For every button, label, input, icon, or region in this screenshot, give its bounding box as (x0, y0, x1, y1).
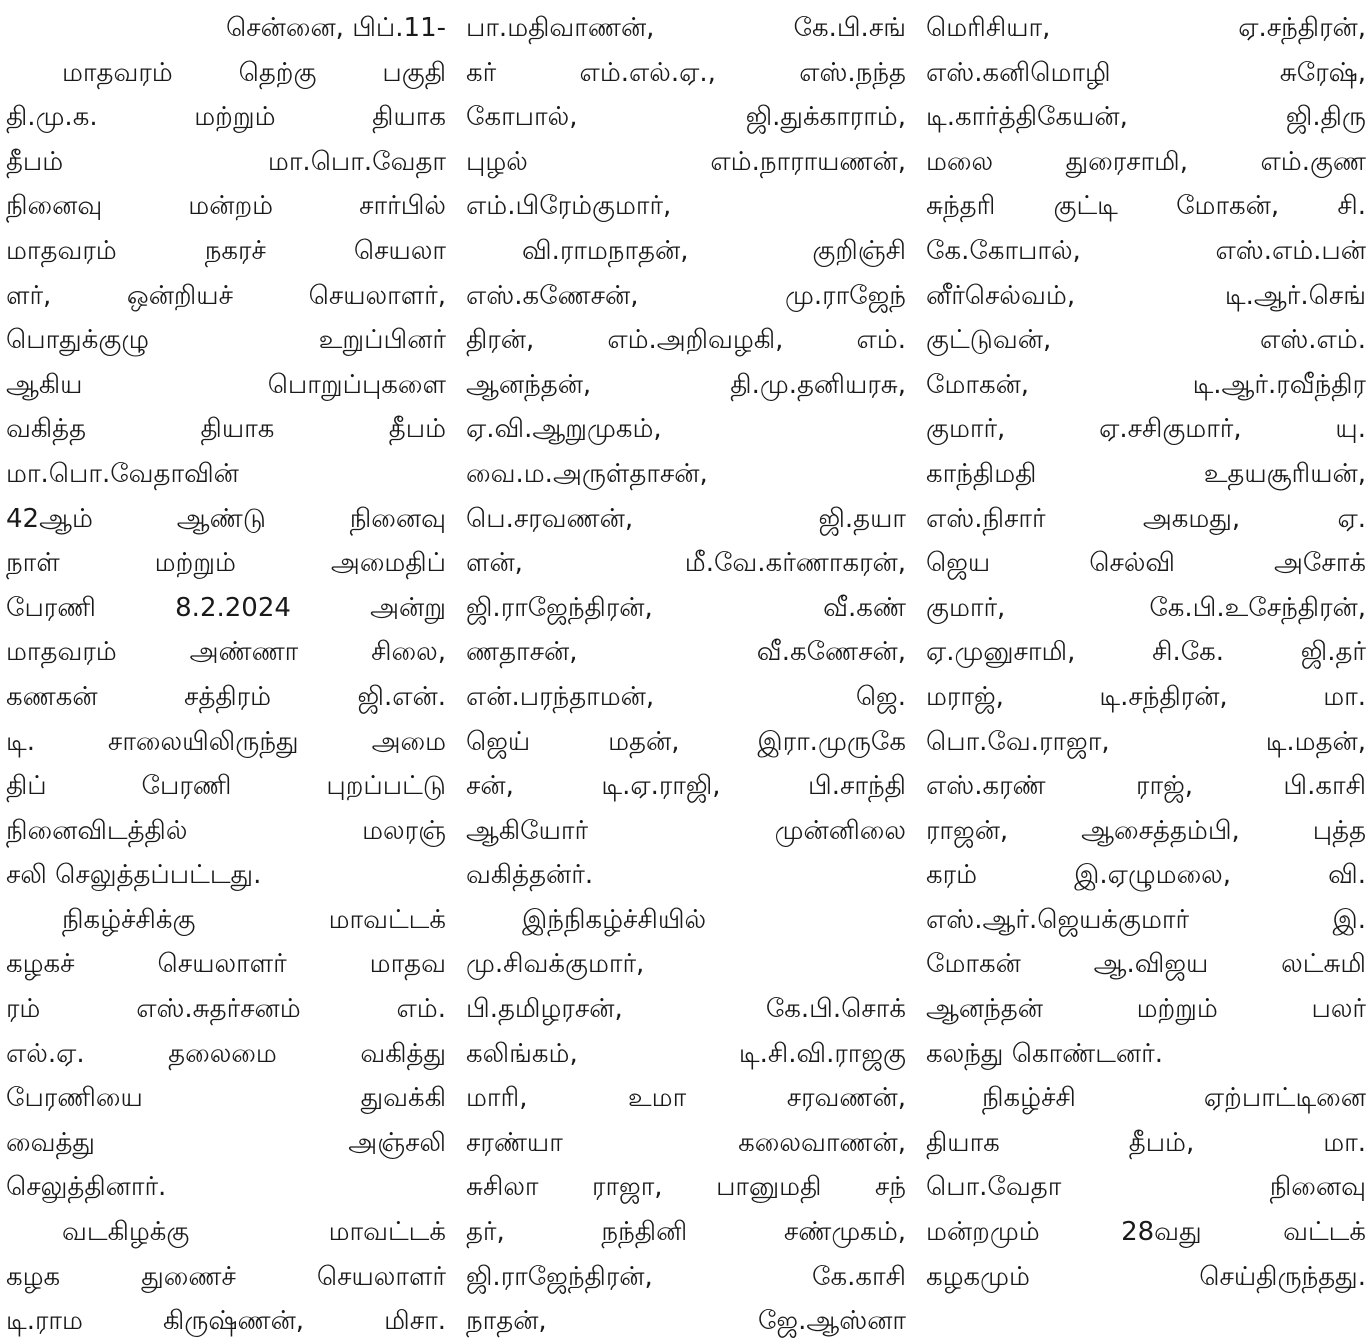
article-text-line: நினைவிடத்தில் மலரஞ் (6, 815, 446, 846)
article-text-line: மெரிசியா, ஏ.சந்திரன், (926, 13, 1366, 43)
article-text-line: புழல் எம்.நாராயணன், (466, 146, 906, 177)
article-text-line: எஸ்.ஆர்.ஜெயக்குமார் இ. (926, 904, 1366, 935)
article-text-line: சரண்யா கலைவாணன், (466, 1127, 906, 1158)
article-text-line: பி.தமிழரசன், கே.பி.சொக் (466, 994, 906, 1025)
article-text-line: நிகழ்ச்சிக்கு மாவட்டக் (62, 904, 446, 935)
article-text-line: மாதவரம் அண்ணா சிலை, (6, 637, 446, 668)
article-text-line: வகித்த தியாக தீபம் (6, 414, 446, 445)
article-text-line: மலை துரைசாமி, எம்.குண (926, 146, 1366, 177)
article-text-line: மா.பொ.வேதாவின் (6, 458, 239, 489)
article-text-line: பொ.வேதா நினைவு (926, 1172, 1366, 1203)
article-text-line: காந்திமதி உதயசூரியன், (926, 458, 1366, 489)
article-text-line: ளன், மீ.வே.கர்ணாகரன், (466, 548, 906, 579)
article-text-line: டி.கார்த்திகேயன், ஜி.திரு (926, 102, 1366, 133)
article-text-line: ஆகியோர் முன்னிலை (466, 815, 906, 846)
article-text-line: ஏ.வி.ஆறுமுகம், (466, 414, 662, 445)
article-text-line: கலிங்கம், டி.சி.வி.ராஜகு (466, 1038, 906, 1069)
article-text-line: திப் பேரணி புறப்பட்டு (6, 771, 446, 802)
article-text-line: ஜி.ராஜேந்திரன், வீ.கண் (466, 592, 906, 623)
article-text-line: செலுத்தினார். (6, 1172, 167, 1203)
article-text-line: வகித்தன்ர். (466, 860, 594, 891)
article-text-line: ஜெய் மதன், இரா.முருகே (466, 726, 906, 757)
article-column-3 (926, 6, 1370, 1330)
article-text-line: வை.ம.அருள்தாசன், (466, 458, 708, 489)
article-text-line: ஏ.முனுசாமி, சி.கே. ஜி.தர் (926, 637, 1366, 668)
article-text-line: நினைவு மன்றம் சார்பில் (6, 191, 446, 222)
article-text-line: குமார், ஏ.சசிகுமார், யு. (926, 414, 1366, 445)
article-text-line: கழக துணைச் செயலாளர் (6, 1261, 446, 1292)
article-text-line: மாதவரம் தெற்கு பகுதி (62, 57, 446, 88)
article-text-line: கோபால், ஜி.துக்காராம், (466, 102, 906, 133)
article-text-line: எல்.ஏ. தலைமை வகித்து (6, 1038, 446, 1069)
article-text-line: ணதாசன், வீ.கணேசன், (466, 637, 906, 668)
article-text-line: டி.ராம கிருஷ்ணன், மிசா. (6, 1306, 446, 1337)
article-text-line: கே.கோபால், எஸ்.எம்.பன் (926, 235, 1366, 266)
article-text-line: இந்நிகழ்ச்சியில் (522, 904, 707, 935)
article-text-line: ஆனந்தன் மற்றும் பலர் (926, 994, 1366, 1025)
article-text-line: தியாக தீபம், மா. (926, 1127, 1366, 1158)
article-text-line: வி.ராமநாதன், குறிஞ்சி (522, 235, 906, 266)
article-text-line: ரம் எஸ்.சுதர்சனம் எம். (6, 994, 446, 1025)
article-text-line: மோகன் ஆ.விஜய லட்சுமி (926, 949, 1366, 980)
article-text-line: பேரணியை துவக்கி (6, 1083, 446, 1114)
article-text-line: ஆனந்தன், தி.மு.தனியரசு, (466, 369, 906, 400)
article-text-line: என்.பரந்தாமன், ஜெ. (466, 681, 906, 712)
article-text-line: கழகச் செயலாளர் மாதவ (6, 949, 446, 980)
article-text-line: பொ.வே.ராஜா, டி.மதன், (926, 726, 1366, 757)
article-text-line: திரன், எம்.அறிவழகி, எம். (466, 325, 906, 356)
article-text-line: ளர், ஒன்றியச் செயலாளர், (6, 280, 446, 311)
article-text-line: சலி செலுத்தப்பட்டது. (6, 860, 262, 891)
article-text-line: டி. சாலையிலிருந்து அமை (6, 726, 446, 757)
article-text-line: மாதவரம் நகரச் செயலா (6, 235, 446, 266)
article-text-line: எஸ்.கணேசன், மு.ராஜேந் (466, 280, 906, 311)
article-text-line: சென்னை, பிப்.11- (226, 13, 446, 43)
article-text-line: பெ.சரவணன், ஜி.தயா (466, 503, 906, 534)
article-text-line: ராஜன், ஆசைத்தம்பி, புத்த (926, 815, 1366, 846)
article-text-line: சுந்தரி குட்டி மோகன், சி. (926, 191, 1366, 222)
article-text-line: மாரி, உமா சரவணன், (466, 1083, 906, 1114)
article-text-line: னீர்செல்வம், டி.ஆர்.செங் (926, 280, 1366, 311)
article-text-line: மு.சிவக்குமார், (466, 949, 645, 980)
article-text-line: மராஜ், டி.சந்திரன், மா. (926, 681, 1366, 712)
article-text-line: குமார், கே.பி.உசேந்திரன், (926, 592, 1366, 623)
article-text-line: நாதன், ஜே.ஆஸ்னா (466, 1306, 906, 1337)
article-text-line: கழகமும் செய்திருந்தது. (926, 1261, 1366, 1292)
article-text-line: கணகன் சத்திரம் ஜி.என். (6, 681, 446, 712)
article-column-1 (6, 6, 452, 1337)
article-text-line: சுசிலா ராஜா, பானுமதி சந் (466, 1172, 906, 1203)
article-text-line: மன்றமும் 28வது வட்டக் (926, 1217, 1366, 1248)
article-text-line: கலந்து கொண்டனர். (926, 1038, 1163, 1069)
article-text-line: எஸ்.கனிமொழி சுரேஷ், (926, 57, 1366, 88)
article-text-line: 42ஆம் ஆண்டு நினைவு (6, 503, 446, 534)
article-text-line: தி.மு.க. மற்றும் தியாக (6, 102, 446, 133)
article-text-line: பேரணி 8.2.2024 அன்று (6, 592, 446, 623)
article-text-line: மோகன், டி.ஆர்.ரவீந்திர (926, 369, 1366, 400)
article-text-line: பா.மதிவாணன், கே.பி.சங் (466, 13, 906, 43)
article-text-line: சன், டி.ஏ.ராஜி, பி.சாந்தி (466, 771, 906, 802)
article-text-line: எம்.பிரேம்குமார், (466, 191, 672, 222)
article-text-line: எஸ்.நிசார் அகமது, ஏ. (926, 503, 1366, 534)
article-text-line: கர் எம்.எல்.ஏ., எஸ்.நந்த (466, 57, 906, 88)
article-text-line: வைத்து அஞ்சலி (6, 1127, 446, 1158)
article-text-line: ஆகிய பொறுப்புகளை (6, 369, 446, 400)
article-text-line: நிகழ்ச்சி ஏற்பாட்டினை (982, 1083, 1366, 1114)
article-text-line: கரம் இ.ஏழுமலை, வி. (926, 860, 1366, 891)
article-text-line: எஸ்.கரண் ராஜ், பி.காசி (926, 771, 1366, 802)
article-text-line: வடகிழக்கு மாவட்டக் (62, 1217, 446, 1248)
article-text-line: பொதுக்குழு உறுப்பினர் (6, 325, 446, 356)
article-column-2 (466, 6, 912, 1337)
article-text-line: ஜி.ராஜேந்திரன், கே.காசி (466, 1261, 906, 1292)
article-text-line: குட்டுவன், எஸ்.எம். (926, 325, 1366, 356)
article-text-line: நாள் மற்றும் அமைதிப் (6, 548, 446, 579)
article-text-line: ஜெய செல்வி அசோக் (926, 548, 1366, 579)
article-text-line: தர், நந்தினி சண்முகம், (466, 1217, 906, 1248)
article-text-line: தீபம் மா.பொ.வேதா (6, 146, 446, 177)
